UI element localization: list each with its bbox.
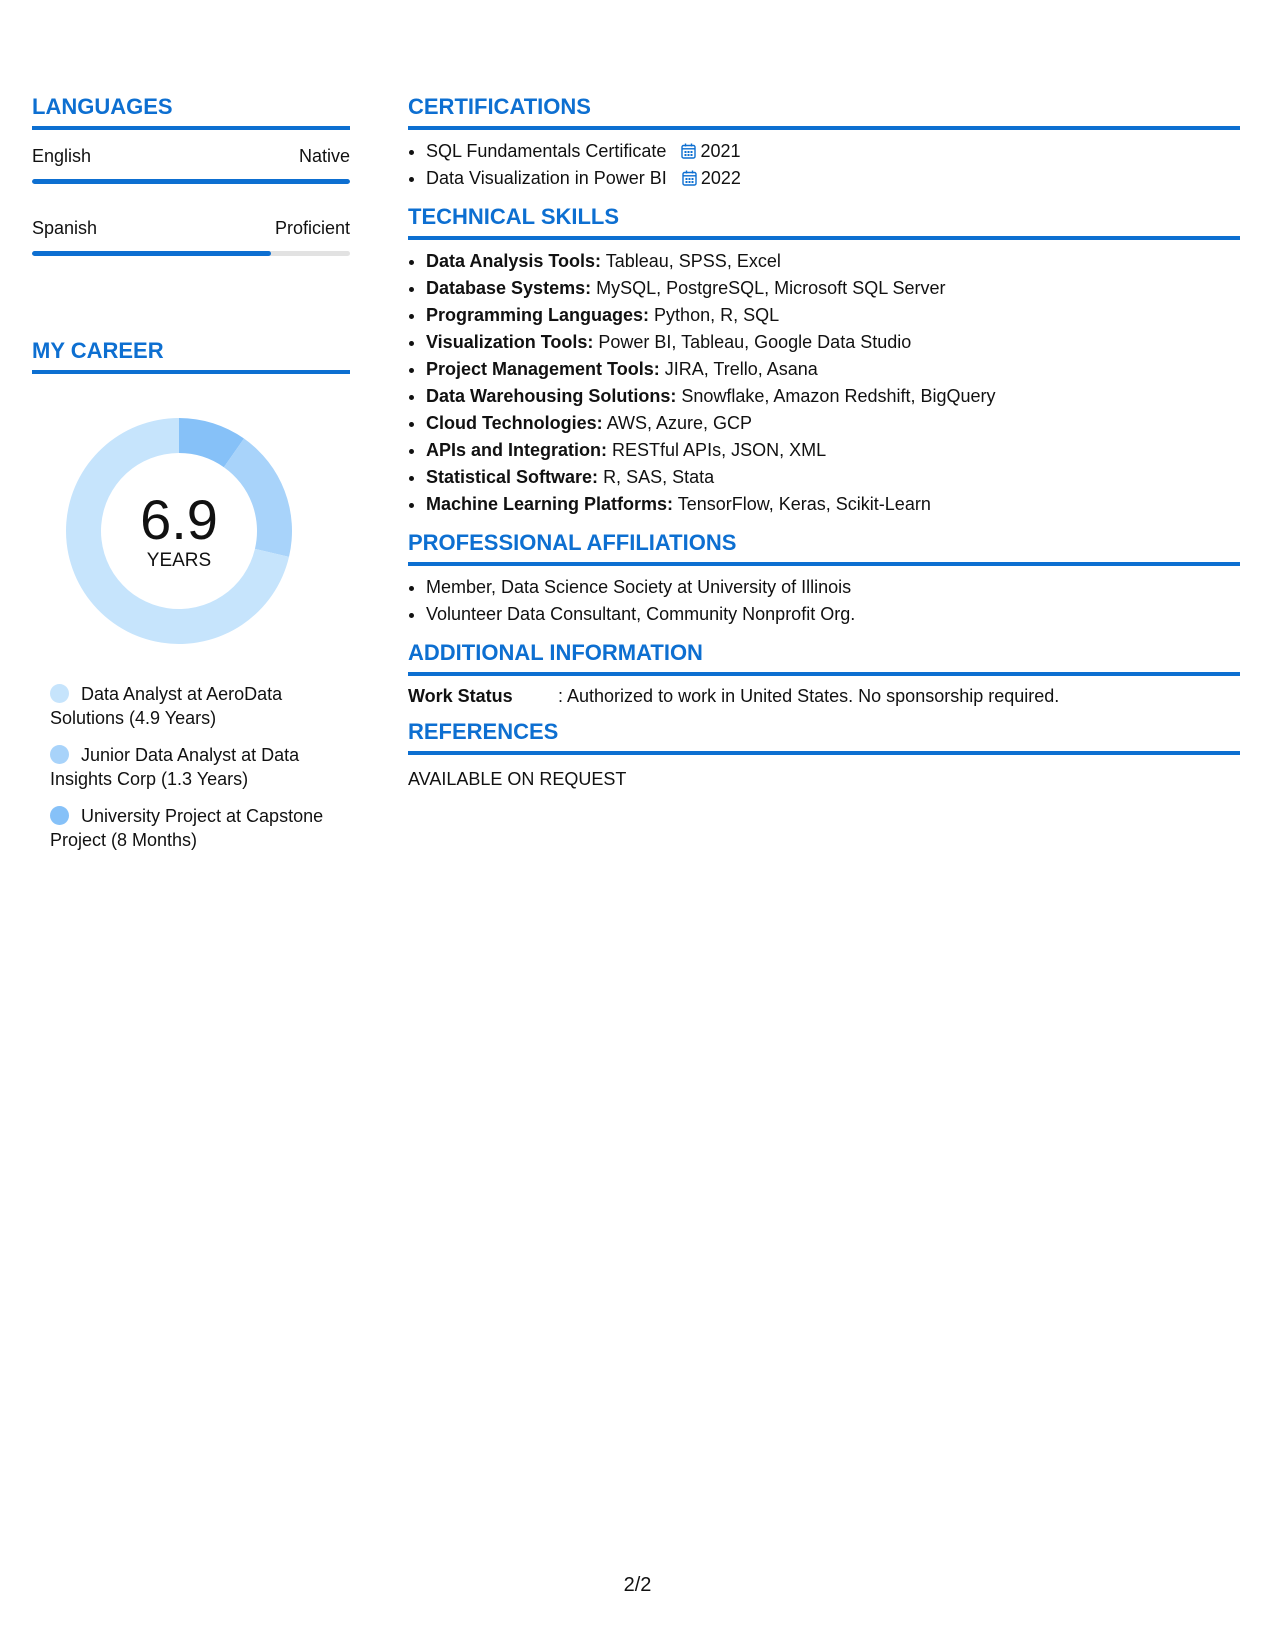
skill-label: Data Analysis Tools:	[426, 251, 602, 271]
technical-skills-title: TECHNICAL SKILLS	[408, 204, 1240, 240]
skill-value: R, SAS, Stata	[603, 467, 715, 487]
affiliation-item: • Volunteer Data Consultant, Community Nonprofit Org.	[426, 601, 1240, 628]
certification-name: Data Visualization in Power BI	[426, 168, 667, 188]
skill-value: JIRA, Trello, Asana	[664, 359, 818, 379]
skill-label: Cloud Technologies:	[426, 413, 603, 433]
skill-value: AWS, Azure, GCP	[606, 413, 753, 433]
certification-year: 2021	[700, 141, 741, 161]
skill-item	[426, 302, 1240, 329]
skill-item	[426, 248, 1240, 275]
career-donut-chart	[66, 418, 292, 644]
skill-item	[426, 464, 1240, 491]
certification-year: 2022	[700, 168, 741, 188]
language-bar-fill	[32, 179, 350, 184]
skill-value: Python, R, SQL	[654, 305, 780, 325]
legend-item	[50, 743, 350, 791]
work-status-value: : Authorized to work in United States. No sponsorship required.	[558, 686, 1060, 706]
skill-label: Programming Languages:	[426, 305, 650, 325]
skill-item	[426, 356, 1240, 383]
affiliation-item: • Member, Data Science Society at University of Illinois	[426, 574, 1240, 601]
skill-item	[426, 491, 1240, 518]
language-name: Spanish	[32, 218, 98, 238]
legend-item	[50, 804, 350, 852]
skill-value: Tableau, SPSS, Excel	[605, 251, 781, 271]
left-column	[32, 94, 350, 865]
language-item	[32, 146, 350, 184]
references-title: REFERENCES	[408, 719, 1240, 755]
affiliations-list	[408, 574, 1240, 628]
legend-item	[50, 682, 350, 730]
certification-item	[426, 165, 1240, 192]
skill-value: TensorFlow, Keras, Scikit-Learn	[677, 494, 931, 514]
legend-label: University Project at Capstone Project (8 Months)	[50, 806, 324, 850]
skill-item	[426, 275, 1240, 302]
skill-label: Data Warehousing Solutions:	[426, 386, 677, 406]
skill-value: RESTful APIs, JSON, XML	[612, 440, 827, 460]
skill-label: APIs and Integration:	[426, 440, 608, 460]
skill-label: Machine Learning Platforms:	[426, 494, 674, 514]
references-text: AVAILABLE ON REQUEST	[408, 769, 627, 789]
certification-item	[426, 138, 1240, 165]
skill-value: MySQL, PostgreSQL, Microsoft SQL Server	[596, 278, 946, 298]
work-status-label: Work Status	[408, 686, 513, 706]
donut-center	[66, 418, 292, 644]
affiliations-title: PROFESSIONAL AFFILIATIONS	[408, 530, 1240, 566]
career-total: 6.9	[140, 488, 218, 551]
skill-item	[426, 437, 1240, 464]
career-title: MY CAREER	[32, 338, 350, 374]
legend-label: Junior Data Analyst at Data Insights Corp (1.3 Years)	[50, 745, 300, 789]
certifications-title: CERTIFICATIONS	[408, 94, 1240, 130]
technical-skills-list	[408, 248, 1240, 518]
skill-label: Database Systems:	[426, 278, 592, 298]
skill-item	[426, 329, 1240, 356]
legend-dot	[50, 806, 69, 825]
languages-title: LANGUAGES	[32, 94, 350, 130]
skill-label: Statistical Software:	[426, 467, 599, 487]
language-bar-fill	[32, 251, 271, 256]
career-unit: YEARS	[146, 550, 212, 571]
skill-item	[426, 410, 1240, 437]
legend-dot	[50, 684, 69, 703]
language-level: Proficient	[274, 218, 350, 238]
calendar-icon	[681, 143, 696, 159]
calendar-icon	[682, 170, 697, 186]
certifications-list	[408, 138, 1240, 192]
skill-value: Power BI, Tableau, Google Data Studio	[598, 332, 912, 352]
skill-label: Project Management Tools:	[426, 359, 660, 379]
language-name: English	[32, 146, 92, 166]
skill-label: Visualization Tools:	[426, 332, 594, 352]
right-column	[408, 94, 1240, 790]
language-bar	[32, 179, 350, 184]
additional-info-title: ADDITIONAL INFORMATION	[408, 640, 1240, 676]
legend-dot	[50, 745, 69, 764]
language-bar	[32, 251, 350, 256]
skill-value: Snowflake, Amazon Redshift, BigQuery	[681, 386, 996, 406]
page-number: 2/2	[623, 1574, 652, 1596]
career-legend	[50, 682, 350, 852]
skill-item	[426, 383, 1240, 410]
certification-name: SQL Fundamentals Certificate	[426, 141, 667, 161]
language-item	[32, 218, 350, 256]
language-level: Native	[298, 146, 350, 166]
legend-label: Data Analyst at AeroData Solutions (4.9 Years)	[50, 684, 283, 728]
work-status-row	[408, 686, 1240, 707]
